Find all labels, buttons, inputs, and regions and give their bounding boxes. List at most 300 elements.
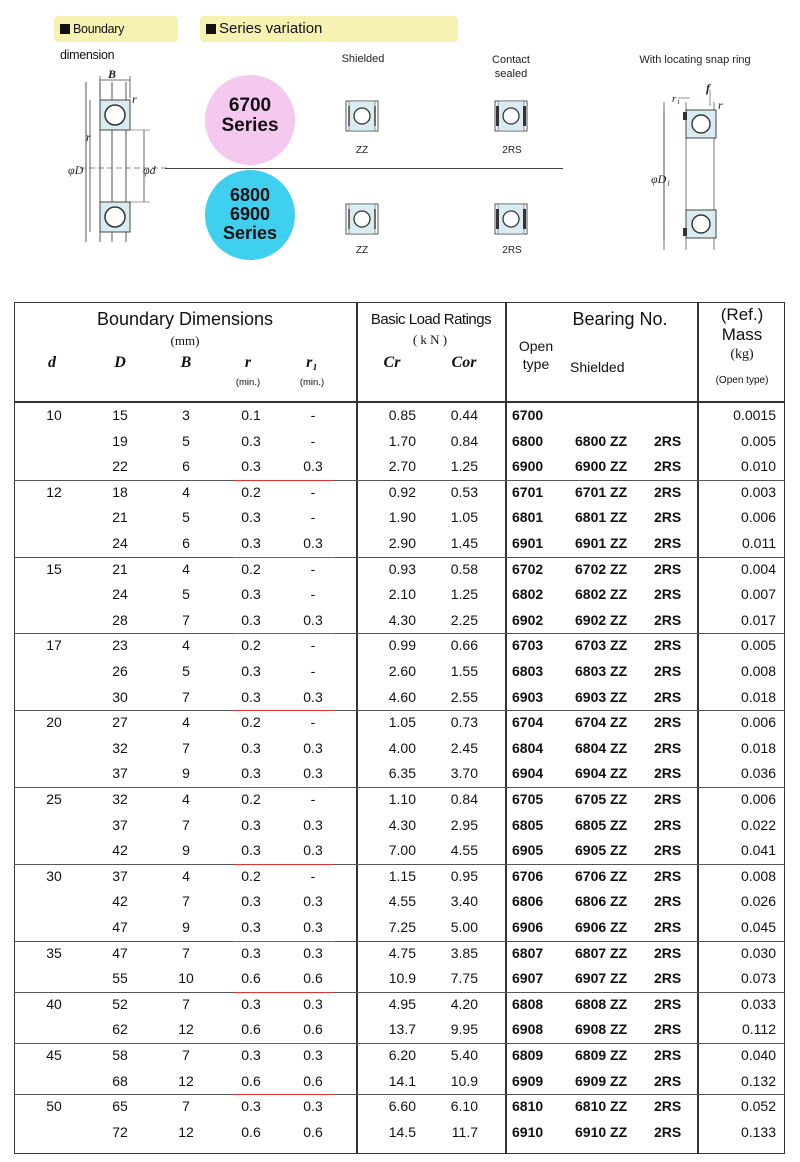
contact-sealed-line1: Contact	[492, 54, 530, 66]
cell-d: 20	[46, 714, 62, 731]
cell-zz: 6806 ZZ	[575, 893, 628, 910]
cell-cr: 6.60	[388, 1098, 416, 1115]
cell-rs: 2RS	[654, 944, 682, 961]
cell-rs: 2RS	[654, 637, 682, 654]
cell-mass: 0.018	[740, 688, 776, 705]
cell-mass: 0.008	[740, 867, 776, 884]
sealed-bearing-icon	[494, 100, 528, 132]
cell-cor: 9.95	[450, 1021, 478, 1038]
black-square-icon	[206, 24, 216, 34]
cell-r: 0.6	[241, 1021, 261, 1038]
cell-B: 4	[182, 483, 190, 500]
cell-r: 0.3	[241, 842, 261, 859]
zz-caption-1: ZZ	[355, 145, 369, 156]
cell-r1: 0.6	[303, 1021, 323, 1038]
cell-zz: 6703 ZZ	[575, 637, 628, 654]
group-divider	[14, 480, 785, 481]
cell-cor: 1.55	[450, 663, 478, 679]
cell-cr: 4.95	[388, 995, 416, 1012]
cell-rs: 2RS	[654, 714, 682, 731]
cell-B: 9	[182, 842, 190, 859]
cell-B: 9	[182, 919, 190, 935]
cell-d	[38, 611, 70, 629]
table-divider-load	[505, 302, 507, 1154]
cell-rs: 2RS	[654, 867, 682, 884]
cell-open: 6905	[512, 842, 544, 859]
header-open-line2: type	[522, 356, 550, 372]
cell-open: 6807	[512, 944, 544, 961]
header-r: r	[244, 354, 252, 371]
cell-cor: 4.20	[450, 995, 478, 1012]
cell-D: 37	[112, 816, 128, 833]
series-6800-label: 6800	[229, 185, 271, 205]
cell-r: 0.3	[241, 944, 261, 961]
group-divider	[14, 710, 785, 711]
cell-B: 7	[182, 688, 190, 705]
cell-cr: 0.93	[388, 560, 416, 577]
snap-dim-d1: φD₁	[651, 172, 671, 186]
cell-rs	[654, 406, 694, 424]
dim-label-inner-diameter: φd	[143, 163, 156, 177]
cell-mass: 0.006	[740, 714, 776, 731]
cell-mass: 0.030	[740, 944, 776, 961]
cell-rs: 2RS	[654, 739, 682, 756]
series-6700-badge	[205, 75, 295, 165]
cell-cor: 1.25	[450, 586, 478, 603]
cell-r1: -	[310, 637, 316, 654]
cell-zz: 6810 ZZ	[575, 1098, 628, 1115]
cell-r1: 0.3	[303, 458, 323, 475]
cell-B: 4	[182, 560, 190, 577]
cell-r1: 0.3	[303, 765, 323, 782]
cell-r: 0.2	[241, 560, 261, 577]
cell-d	[38, 457, 70, 475]
cell-D: 15	[112, 407, 128, 423]
cell-cr: 4.30	[388, 611, 416, 628]
cell-zz: 6800 ZZ	[575, 432, 628, 449]
cell-rs: 2RS	[654, 791, 682, 807]
cell-open: 6706	[512, 867, 544, 884]
cell-open: 6901	[512, 535, 544, 551]
header-basic-load-ratings: Basic Load Ratings	[370, 311, 492, 328]
cell-cor: 6.10	[450, 1098, 478, 1115]
cell-cr: 4.60	[388, 688, 416, 705]
cell-B: 7	[182, 944, 190, 961]
cell-r1: 0.3	[303, 995, 323, 1012]
cell-cor: 4.55	[450, 842, 478, 859]
cell-d: 30	[46, 867, 62, 884]
cell-cor: 2.55	[450, 688, 478, 705]
cell-r: 0.3	[241, 995, 261, 1012]
cell-D: 68	[112, 1072, 128, 1089]
cell-rs: 2RS	[654, 1047, 682, 1063]
cell-D: 26	[112, 663, 128, 679]
cell-D: 47	[112, 944, 128, 961]
cell-cr: 4.75	[388, 944, 416, 961]
cell-zz: 6907 ZZ	[575, 970, 628, 987]
cell-cor: 5.00	[450, 919, 478, 935]
cell-rs: 2RS	[654, 483, 682, 500]
boundary-dimension-tag: Boundary dimension	[54, 16, 178, 42]
series-6700-label: 6700	[228, 95, 272, 116]
cell-D: 42	[112, 893, 128, 910]
cell-B: 7	[182, 816, 190, 833]
cell-r1: -	[310, 407, 316, 423]
cell-cor: 0.58	[450, 560, 478, 577]
cell-cr: 1.15	[388, 867, 416, 884]
cell-mass: 0.003	[740, 483, 776, 500]
cell-cr: 6.20	[388, 1047, 416, 1063]
header-r-min: (min.)	[235, 377, 261, 388]
cell-B: 7	[182, 739, 190, 756]
cell-open: 6800	[512, 432, 544, 449]
bearing-cross-section-diagram	[60, 62, 170, 252]
cell-r1: -	[310, 586, 316, 603]
black-square-icon	[60, 24, 70, 34]
cell-r: 0.3	[241, 663, 261, 679]
cell-D: 37	[112, 867, 128, 884]
cell-r: 0.3	[241, 919, 261, 935]
cell-d: 17	[46, 637, 62, 654]
cell-d	[38, 739, 70, 757]
cell-mass: 0.052	[740, 1098, 776, 1115]
group-divider	[14, 1043, 785, 1044]
cell-cr: 0.99	[388, 637, 416, 654]
cell-d: 50	[46, 1098, 62, 1115]
cell-cr: 1.05	[388, 714, 416, 731]
header-outer-d: D	[114, 354, 126, 371]
cell-B: 5	[182, 432, 190, 449]
cell-rs: 2RS	[654, 611, 682, 628]
cell-rs: 2RS	[654, 458, 682, 475]
cell-r: 0.2	[241, 483, 261, 500]
cell-D: 32	[112, 739, 128, 756]
cell-D: 21	[112, 509, 128, 526]
cell-mass: 0.006	[740, 791, 776, 807]
cell-d: 10	[46, 407, 62, 423]
cell-zz: 6906 ZZ	[575, 919, 628, 935]
cell-open: 6803	[512, 663, 544, 679]
cell-B: 7	[182, 893, 190, 910]
cell-zz: 6702 ZZ	[575, 560, 628, 577]
shielded-bearing-icon	[345, 203, 379, 235]
cell-open: 6805	[512, 816, 544, 833]
cell-cr: 2.70	[388, 458, 416, 475]
cell-B: 4	[182, 867, 190, 884]
cell-rs: 2RS	[654, 1072, 682, 1089]
cell-cr: 4.00	[388, 739, 416, 756]
cell-rs: 2RS	[654, 1021, 682, 1038]
group-divider	[14, 633, 785, 634]
cell-r1: 0.6	[303, 970, 323, 987]
cell-cor: 7.75	[450, 970, 478, 987]
snap-ring-caption: With locating snap ring	[639, 54, 751, 66]
cell-mass: 0.045	[740, 919, 776, 935]
cell-D: 18	[112, 483, 128, 500]
cell-cr: 1.10	[388, 791, 416, 807]
group-divider	[14, 864, 785, 865]
snap-dim-r1: r₁	[672, 93, 681, 105]
cell-rs: 2RS	[654, 535, 682, 551]
cell-zz: 6704 ZZ	[575, 714, 628, 731]
cell-mass: 0.112	[742, 1021, 776, 1038]
group-divider	[14, 557, 785, 558]
cell-D: 30	[112, 688, 128, 705]
cell-D: 55	[112, 970, 128, 987]
cell-B: 9	[182, 765, 190, 782]
cell-zz: 6805 ZZ	[575, 816, 628, 833]
cell-r1: 0.3	[303, 893, 323, 910]
cell-B: 7	[182, 1098, 190, 1115]
cell-rs: 2RS	[654, 919, 682, 935]
cell-r1: -	[310, 483, 316, 500]
cell-r: 0.3	[241, 458, 261, 475]
cell-mass: 0.040	[740, 1047, 776, 1063]
cell-mass: 0.017	[740, 611, 776, 628]
cell-D: 27	[112, 714, 128, 731]
cell-open: 6801	[512, 509, 544, 526]
cell-d	[38, 508, 70, 526]
cell-D: 24	[112, 535, 128, 551]
cell-open: 6904	[512, 765, 544, 782]
snap-dim-f: f	[706, 81, 710, 95]
cell-r: 0.3	[241, 611, 261, 628]
cell-open: 6906	[512, 919, 544, 935]
cell-open: 6704	[512, 714, 544, 731]
cell-r: 0.3	[241, 1047, 261, 1063]
cell-d	[38, 432, 70, 450]
contact-sealed-caption	[478, 53, 544, 81]
table-divider-bearing	[697, 302, 699, 1154]
cell-r1: 0.6	[303, 1123, 323, 1140]
cell-mass: 0.022	[740, 816, 776, 833]
cell-zz: 6902 ZZ	[575, 611, 628, 628]
table-divider-boundary	[356, 302, 358, 1154]
header-d: d	[48, 354, 56, 371]
header-mass-open-type: (Open type)	[715, 375, 769, 386]
cell-cor: 3.40	[450, 893, 478, 910]
cell-D: 37	[112, 765, 128, 782]
cell-zz: 6705 ZZ	[575, 791, 628, 807]
cell-r1: 0.3	[303, 816, 323, 833]
cell-r: 0.3	[241, 432, 261, 449]
cell-cr: 2.10	[388, 586, 416, 603]
dim-label-b: B	[108, 67, 117, 81]
series-6800-6900-badge	[205, 170, 295, 260]
group-divider	[14, 1094, 785, 1095]
series-label: Series	[222, 223, 278, 243]
cell-zz: 6803 ZZ	[575, 663, 628, 679]
cell-r: 0.3	[241, 535, 261, 551]
cell-B: 5	[182, 509, 190, 526]
cell-open: 6907	[512, 970, 544, 987]
cell-D: 72	[112, 1123, 128, 1140]
header-b: B	[180, 354, 192, 371]
cell-rs: 2RS	[654, 432, 682, 449]
cell-cor: 1.25	[450, 458, 478, 475]
cell-r: 0.3	[241, 893, 261, 910]
table-header-line	[14, 401, 785, 403]
cell-cor: 1.05	[450, 509, 478, 526]
cell-d: 12	[46, 483, 62, 500]
cell-B: 12	[178, 1123, 194, 1140]
series-6900-label: 6900	[229, 204, 271, 224]
cell-cr: 4.30	[388, 816, 416, 833]
sealed-bearing-icon	[494, 203, 528, 235]
cell-cr: 4.55	[388, 893, 416, 910]
header-shielded: Shielded	[570, 359, 625, 375]
cell-zz: 6901 ZZ	[575, 535, 628, 551]
cell-d: 45	[46, 1047, 62, 1063]
cell-D: 28	[112, 611, 128, 628]
cell-r1: -	[310, 867, 316, 884]
cell-d	[38, 1072, 70, 1090]
cell-mass: 0.0015	[733, 407, 776, 423]
cell-r1: 0.3	[303, 688, 323, 705]
cell-d	[38, 585, 70, 603]
cell-D: 65	[112, 1098, 128, 1115]
cell-zz: 6908 ZZ	[575, 1021, 628, 1038]
cell-rs: 2RS	[654, 688, 682, 705]
cell-d: 15	[46, 560, 62, 577]
cell-r1: 0.3	[303, 1047, 323, 1063]
cell-mass: 0.033	[740, 995, 776, 1012]
cell-cr: 2.60	[388, 663, 416, 679]
cell-open: 6808	[512, 995, 544, 1012]
dim-label-outer-diameter: φD	[68, 163, 84, 177]
cell-cr: 1.70	[388, 432, 416, 449]
cell-open: 6910	[512, 1123, 544, 1140]
cell-zz: 6900 ZZ	[575, 458, 628, 475]
cell-zz: 6903 ZZ	[575, 688, 628, 705]
2rs-caption-1: 2RS	[502, 145, 522, 156]
cell-r: 0.6	[241, 970, 261, 987]
cell-cor: 0.44	[450, 407, 478, 423]
cell-zz: 6802 ZZ	[575, 586, 628, 603]
cell-r: 0.3	[241, 586, 261, 603]
cell-cr: 2.90	[388, 535, 416, 551]
cell-r: 0.3	[241, 688, 261, 705]
cell-mass: 0.010	[740, 458, 776, 475]
cell-rs: 2RS	[654, 1123, 682, 1140]
cell-cr: 6.35	[388, 765, 416, 782]
cell-open: 6705	[512, 791, 544, 807]
cell-open: 6802	[512, 586, 544, 603]
cell-r1: 0.6	[303, 1072, 323, 1089]
cell-mass: 0.073	[740, 970, 776, 987]
cell-mass: 0.006	[740, 509, 776, 526]
cell-rs: 2RS	[654, 893, 682, 910]
cell-cr: 7.25	[388, 919, 416, 935]
cell-zz: 6905 ZZ	[575, 842, 628, 859]
cell-B: 3	[182, 407, 190, 423]
cell-r: 0.3	[241, 739, 261, 756]
cell-B: 4	[182, 714, 190, 731]
cell-r1: -	[310, 714, 316, 731]
cell-open: 6903	[512, 688, 544, 705]
cell-open: 6809	[512, 1047, 544, 1063]
cell-zz: 6909 ZZ	[575, 1072, 628, 1089]
cell-B: 7	[182, 1047, 190, 1063]
cell-d	[38, 841, 70, 859]
cell-cor: 0.84	[450, 432, 478, 449]
cell-open: 6700	[512, 407, 544, 423]
cell-B: 10	[178, 970, 194, 987]
cell-B: 12	[178, 1072, 194, 1089]
cell-zz: 6706 ZZ	[575, 867, 628, 884]
cell-open: 6902	[512, 611, 544, 628]
cell-r1: 0.3	[303, 944, 323, 961]
cell-B: 7	[182, 611, 190, 628]
header-mass: Mass	[721, 325, 763, 344]
shielded-bearing-icon	[345, 100, 379, 132]
cell-cor: 3.85	[450, 944, 478, 961]
cell-D: 24	[112, 586, 128, 603]
cell-d	[38, 688, 70, 706]
cell-cor: 2.25	[450, 611, 478, 628]
cell-rs: 2RS	[654, 560, 682, 577]
cell-r: 0.3	[241, 509, 261, 526]
cell-r: 0.3	[241, 1098, 261, 1115]
cell-zz: 6801 ZZ	[575, 509, 628, 526]
cell-d	[38, 892, 70, 910]
cell-cr: 14.1	[388, 1072, 416, 1089]
cell-cor: 0.84	[450, 791, 478, 807]
cell-zz: 6701 ZZ	[575, 483, 628, 500]
2rs-caption-2: 2RS	[502, 245, 522, 256]
cell-D: 42	[112, 842, 128, 859]
cell-cr: 10.9	[388, 970, 416, 987]
cell-D: 23	[112, 637, 128, 654]
cell-d	[38, 969, 70, 987]
cell-mass: 0.133	[740, 1123, 776, 1140]
series-divider	[165, 168, 563, 169]
cell-B: 5	[182, 663, 190, 679]
header-open-type	[508, 337, 564, 373]
cell-open: 6806	[512, 893, 544, 910]
cell-cor: 2.45	[450, 739, 478, 756]
cell-d	[38, 764, 70, 782]
cell-cor: 0.66	[450, 637, 478, 654]
cell-r1: 0.3	[303, 611, 323, 628]
cell-cr: 13.7	[388, 1021, 416, 1038]
series-variation-tag: Series variation	[200, 16, 458, 42]
cell-B: 6	[182, 458, 190, 475]
cell-mass: 0.004	[740, 560, 776, 577]
header-boundary-dimensions: Boundary Dimensions	[96, 309, 274, 329]
cell-B: 4	[182, 791, 190, 807]
cell-rs: 2RS	[654, 970, 682, 987]
cell-r1: -	[310, 509, 316, 526]
cell-rs: 2RS	[654, 765, 682, 782]
cell-r1: 0.3	[303, 842, 323, 859]
header-r1: r₁	[306, 354, 318, 371]
cell-r: 0.2	[241, 867, 261, 884]
header-kn: ( k N )	[412, 332, 448, 347]
cell-mass: 0.041	[740, 842, 776, 859]
cell-r1: 0.3	[303, 1098, 323, 1115]
cell-D: 19	[112, 432, 128, 449]
cell-D: 21	[112, 560, 128, 577]
header-open-line1: Open	[518, 338, 554, 354]
cell-D: 47	[112, 919, 128, 935]
group-divider	[14, 941, 785, 942]
cell-D: 62	[112, 1021, 128, 1038]
cell-open: 6702	[512, 560, 544, 577]
cell-rs: 2RS	[654, 816, 682, 833]
cell-r1: -	[310, 560, 316, 577]
cell-r: 0.2	[241, 791, 261, 807]
